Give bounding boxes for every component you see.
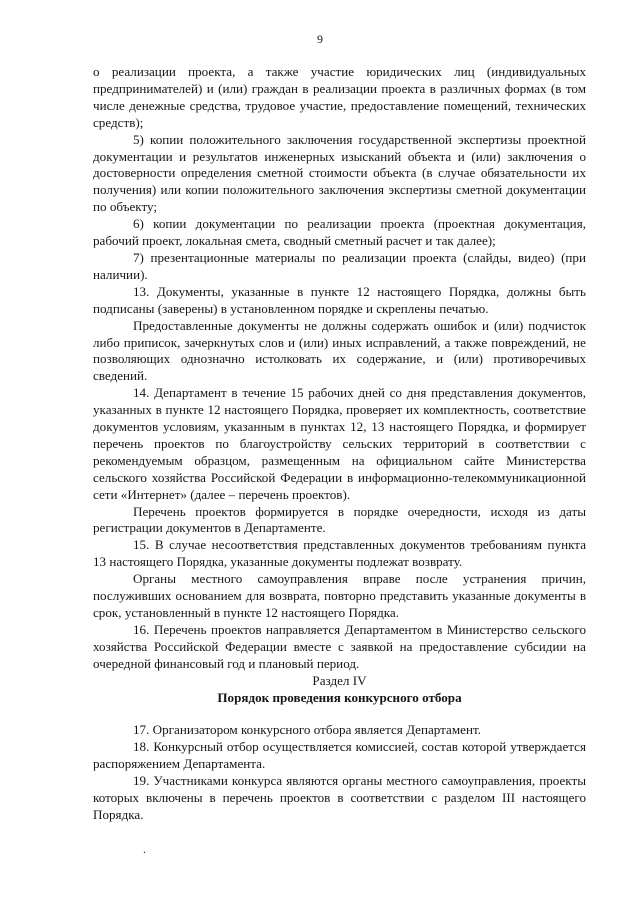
paragraph-17: 17. Организатором конкурсного отбора является Департамент. [133,722,481,737]
body-text-block [93,64,586,673]
paragraph-15: 15. В случае несоответствия представленных документов требованиям пункта 13 настоящего Порядка, указанные документы подлежат возврату. [93,537,586,570]
paragraph-15-bodies: Органы местного самоуправления вправе после устранения причин, послуживших основанием для возврата, повторно представить указанные документы в срок, установленный в пункте 12 настоящего Порядка. [93,571,586,620]
paragraph-16: 16. Перечень проектов направляется Департаментом в Министерство сельского хозяйства Российской Федерации вместе с заявкой на предоставление субсидии на очередной финансовый год и плановый период. [93,621,586,671]
paragraph-14-list: Перечень проектов формируется в порядке очередности, исходя из даты регистрации документов в Департаменте. [93,503,586,536]
paragraph-19: 19. Участниками конкурса являются органы местного самоуправления, проекты которых включены в перечень проектов в соответствии с разделом III настоящего Порядка. [93,772,586,822]
page-number: 9 [317,32,323,46]
paragraph-continuation: о реализации проекта, а также участие юридических лиц (индивидуальных предпринимателей) и (или) граждан в реализации проекта в различных формах (в том числе денежные средства, трудовое участие, предоставление помещений, технических средств); [93,64,586,130]
paragraph-13-documents: Предоставленные документы не должны содержать ошибок и (или) подчисток либо приписок, зачеркнутых слов и (или) иных исправлений, а также повреждений, не позволяющих однозначно истолковать их содержание, и (или) противоречивых сведений. [93,317,586,384]
paragraph-18: 18. Конкурсный отбор осуществляется комиссией, состав которой утверждается распоряжением Департамента. [93,738,586,771]
paragraph-14: 14. Департамент в течение 15 рабочих дней со дня представления документов, указанных в пункте 12 настоящего Порядка, проверяет их комплектность, соответствие документов условиям, указанным в пунктах 12, 13 настоящего Порядка, и формирует перечень проектов по благоустройству сельских территорий в соответствии с рекомендуемым образцом, размещенным на официальном сайте Министерства сельского хозяйства Российской Федерации в информационно-телекоммуникационной сети «Интернет» (далее – перечень проектов). [93,385,586,502]
stray-mark: . [143,842,146,856]
paragraph-item-6: 6) копии документации по реализации проекта (проектная документация, рабочий проект, локальная смета, сводный сметный расчет и так далее); [93,216,586,249]
section-label: Раздел IV [312,673,367,688]
paragraph-item-7: 7) презентационные материалы по реализации проекта (слайды, видео) (при наличии). [93,249,586,282]
paragraph-13: 13. Документы, указанные в пункте 12 настоящего Порядка, должны быть подписаны (заверены) в установленном порядке и скреплены печатью. [93,283,586,316]
paragraph-item-5: 5) копии положительного заключения государственной экспертизы проектной документации и результатов инженерных изысканий объекта и (или) заключения о достоверности определения сметной стоимости объекта (в случае обязательности их получения) или копии положительного заключения экспертизы сметной документации по объекту; [93,131,586,215]
section-body-text [93,722,586,823]
section-title: Порядок проведения конкурсного отбора [217,690,462,705]
